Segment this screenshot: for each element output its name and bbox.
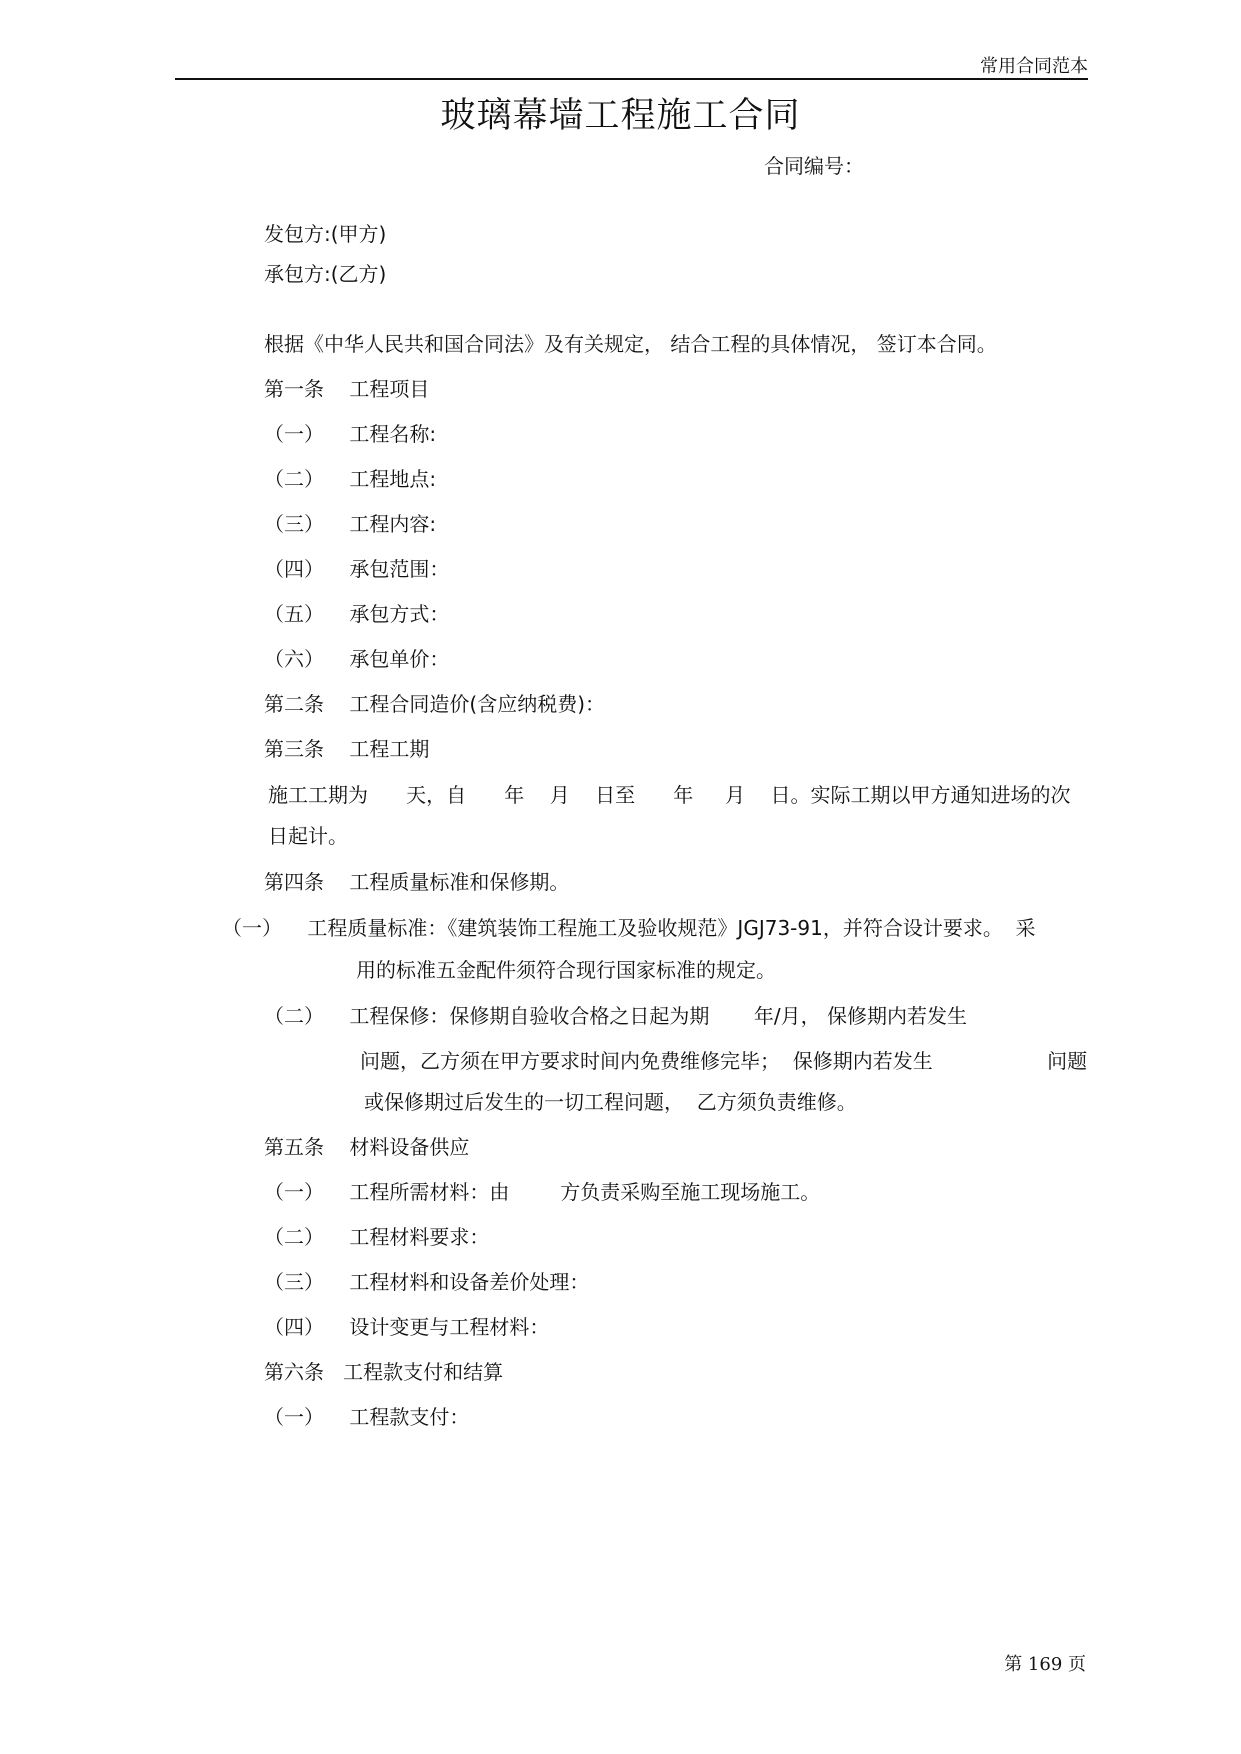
article-1-item-6: （六） 承包单价： (264, 647, 450, 671)
article-5-item-3: （三） 工程材料和设备差价处理： (264, 1270, 590, 1294)
contract-number-label: 合同编号： (764, 154, 864, 178)
article-5-heading: 第五条 材料设备供应 (264, 1135, 470, 1159)
article-3-heading: 第三条 工程工期 (264, 737, 430, 761)
page-number: 第 169 页 (1004, 1654, 1086, 1675)
article-5-item-4: （四） 设计变更与工程材料： (264, 1315, 550, 1339)
party-a-line: 发包方:(甲方) (264, 222, 387, 246)
party-b-line: 承包方:(乙方) (264, 262, 387, 286)
article-6-item-1: （一） 工程款支付： (264, 1405, 470, 1429)
header-rule (175, 78, 1088, 80)
article-6-heading: 第六条 工程款支付和结算 (264, 1360, 504, 1384)
article-4-item-1-line-2: 用的标准五金配件须符合现行国家标准的规定。 (356, 958, 776, 982)
article-1-item-5: （五） 承包方式： (264, 602, 450, 626)
article-5-item-1: （一） 工程所需材料：由 方负责采购至施工现场施工。 (264, 1180, 821, 1204)
intro-paragraph: 根据《中华人民共和国合同法》及有关规定， 结合工程的具体情况， 签订本合同。 (264, 332, 997, 356)
article-4-item-1-line-1: （一） 工程质量标准：《建筑装饰工程施工及验收规范》JGJ73-91，并符合设计要求。 采 (222, 916, 1036, 940)
article-3-text-line-1: 施工工期为 天，自 年 月 日至 年 月 日。实际工期以甲方通知进场的次 (268, 783, 1071, 807)
article-2-heading: 第二条 工程合同造价(含应纳税费)： (264, 692, 606, 716)
article-4-item-2-line-2: 问题，乙方须在甲方要求时间内免费维修完毕； 保修期内若发生 问题 (360, 1049, 1088, 1073)
article-3-text-line-2: 日起计。 (268, 824, 348, 848)
article-1-item-4: （四） 承包范围： (264, 557, 450, 581)
article-1-item-1: （一） 工程名称: (264, 422, 437, 446)
article-4-heading: 第四条 工程质量标准和保修期。 (264, 870, 570, 894)
article-4-item-2-line-1: （二） 工程保修：保修期自验收合格之日起为期 年/月， 保修期内若发生 (264, 1004, 968, 1028)
article-4-item-2-line-3: 或保修期过后发生的一切工程问题， 乙方须负责维修。 (364, 1090, 857, 1114)
document-title: 玻璃幕墙工程施工合同 (440, 96, 801, 136)
article-5-item-2: （二） 工程材料要求： (264, 1225, 490, 1249)
header-label: 常用合同范本 (980, 56, 1088, 77)
article-1-item-2: （二） 工程地点: (264, 467, 437, 491)
article-1-heading: 第一条 工程项目 (264, 377, 430, 401)
article-1-item-3: （三） 工程内容: (264, 512, 437, 536)
